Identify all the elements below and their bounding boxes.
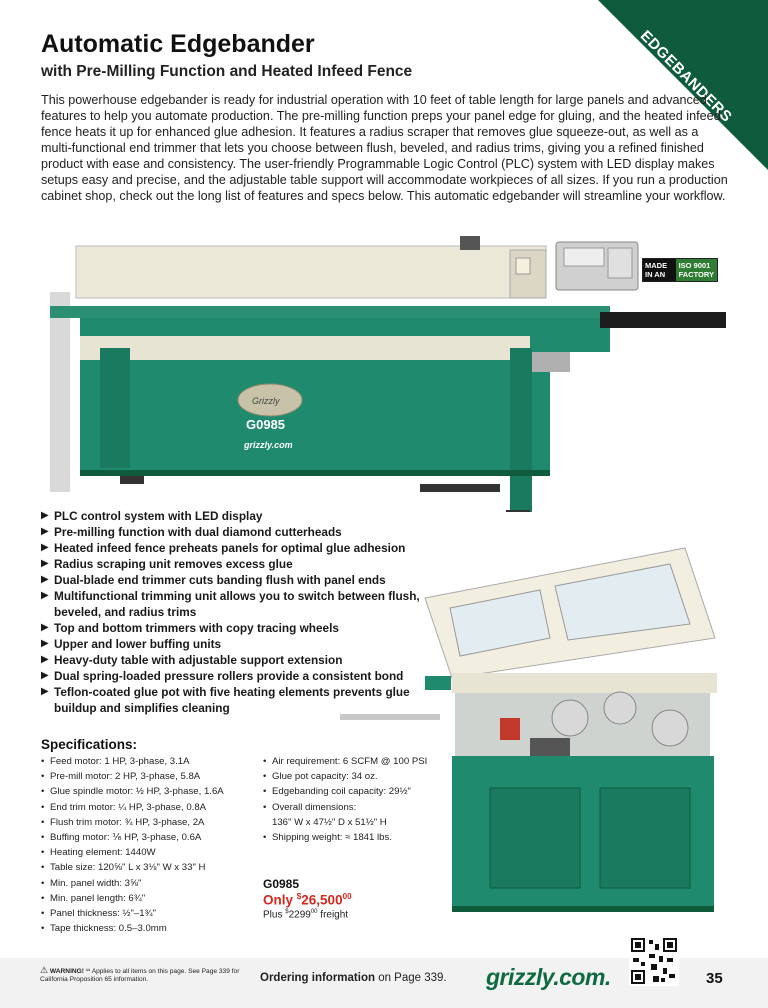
ordering-info: [260, 972, 447, 984]
feature-text: Top and bottom trimmers with copy tracing wheels: [54, 621, 339, 635]
spec-item: • Feed motor: 1 HP, 3-phase, 3.1A: [41, 754, 261, 769]
feature-text: PLC control system with LED display: [54, 509, 263, 523]
feature-text: Upper and lower buffing units: [54, 637, 222, 651]
spec-item: • Panel thickness: ½"–1¾": [41, 906, 261, 921]
edgebander-open-hood-image: [340, 528, 730, 923]
edgebander-product-image: [40, 232, 730, 512]
badge-left-text: MADE IN AN: [643, 259, 676, 281]
specs-column-2: [263, 754, 453, 845]
spec-text: Air requirement: 6 SCFM @ 100 PSI: [272, 756, 428, 767]
feature-text: Radius scraping unit removes excess glue: [54, 557, 293, 571]
price-block: [263, 877, 423, 920]
freight-amount: 2299: [288, 908, 311, 920]
warning-label: WARNING! ¹¹: [49, 968, 91, 975]
spec-item: • Flush trim motor: ¾ HP, 3-phase, 2A: [41, 815, 261, 830]
feature-text: Dual-blade end trimmer cuts banding flush with panel ends: [54, 573, 386, 587]
spec-item: [263, 754, 453, 769]
freight-cents: 00: [310, 908, 318, 915]
triangle-right-icon: ▶: [41, 638, 49, 649]
freight-price: [263, 909, 423, 920]
svg-text:G0985: G0985: [246, 417, 286, 432]
feature-text: Pre-milling function with dual diamond cutterheads: [54, 525, 342, 539]
triangle-right-icon: ▶: [41, 622, 49, 633]
freight-dollar: $: [285, 908, 289, 915]
spec-item: [263, 830, 453, 845]
warning-triangle-icon: ⚠: [40, 965, 49, 975]
spec-item: • Pre-mill motor: 2 HP, 3-phase, 5.8A: [41, 769, 261, 784]
spec-text: Edgebanding coil capacity: 29½": [272, 786, 411, 798]
banner-label: EDGEBANDERS: [636, 27, 736, 126]
grizzly-logo: grizzly.com.: [486, 964, 611, 990]
freight-post: freight: [317, 908, 349, 920]
prop65-warning: [40, 966, 250, 984]
spec-item: • Min. panel length: 6¾": [41, 891, 261, 906]
feature-text: Heated infeed fence preheats panels for optimal glue adhesion: [54, 541, 406, 555]
spec-item: • Min. panel width: 3⅝": [41, 876, 261, 891]
specs-column-1: [41, 754, 261, 936]
feature-text: Multifunctional trimming unit allows you to switch between flush, beveled, and radius trims: [54, 589, 420, 619]
svg-text:Grizzly: Grizzly: [252, 396, 280, 406]
page-subtitle: with Pre-Milling Function and Heated Infeed Fence: [41, 63, 413, 80]
spec-item: • Buffing motor: ⅙ HP, 3-phase, 0.6A: [41, 830, 261, 845]
specifications-heading: Specifications:: [41, 737, 138, 752]
spec-text: Glue pot capacity: 34 oz.: [272, 771, 378, 783]
freight-pre: Plus: [263, 908, 286, 920]
feature-text: Teflon-coated glue pot with five heating elements prevents glue buildup and simplifies cleaning: [54, 685, 410, 715]
intro-paragraph: This powerhouse edgebander is ready for industrial operation with 10 feet of table length for large panels and advanced features to help you automate production. The pre-milling function preps your panel edge for gluing, and the heated infeed fence heats it up for enhanced glue adhesion. It features a radius scraper that removes glue squeeze-out, as well as a multi-functional end trimmer that lets you choose between flush, beveled, and radius trims, giving you a refined finished product with ease and consistency. The user-friendly Programmable Logic Control (PLC) system with LED display makes setups easy and precise, and the adjustable table support will accommodate workpieces of all sizes. If you run a production cabinet shop, check out the long list of features and specs below. This automatic edgebander will streamline your workflow.: [41, 93, 728, 203]
model-number: G0985: [263, 877, 300, 891]
triangle-right-icon: ▶: [41, 510, 49, 521]
page-number: 35: [706, 970, 723, 987]
spec-text: Shipping weight: ≈ 1841 lbs.: [272, 832, 392, 844]
triangle-right-icon: ▶: [41, 654, 49, 665]
spec-item: [263, 800, 453, 830]
price-cents: 00: [342, 892, 352, 901]
spec-continuation: 136" W x 47½" D x 51½" H: [272, 816, 387, 828]
price-amount: 26,500: [301, 892, 343, 908]
feature-text: Dual spring-loaded pressure rollers provide a consistent bond: [54, 669, 404, 683]
feature-text: Heavy-duty table with adjustable support extension: [54, 653, 343, 667]
triangle-right-icon: ▶: [41, 558, 49, 569]
triangle-right-icon: ▶: [41, 670, 49, 681]
spec-item: • Heating element: 1440W: [41, 845, 261, 860]
price-dollar: $: [296, 892, 302, 901]
spec-item: • Tape thickness: 0.5–3.0mm: [41, 921, 261, 936]
triangle-right-icon: ▶: [41, 590, 49, 601]
ordering-rest: on Page 339.: [375, 972, 447, 984]
triangle-right-icon: ▶: [41, 526, 49, 537]
spec-item: [263, 769, 453, 784]
svg-text:grizzly.com: grizzly.com: [244, 440, 293, 450]
triangle-right-icon: ▶: [41, 574, 49, 585]
badge-right-text: ISO 9001 FACTORY: [676, 259, 717, 281]
price-only: Only: [263, 892, 297, 908]
spec-text: Overall dimensions:: [272, 801, 357, 813]
warning-text: Applies to all items on this page. See Page 339 for California Proposition 65 information.: [40, 968, 240, 983]
spec-item: • Glue spindle motor: ½ HP, 3-phase, 1.6A: [41, 784, 261, 799]
price: [263, 892, 423, 908]
spec-item: • End trim motor: ¼ HP, 3-phase, 0.8A: [41, 800, 261, 815]
iso-9001-badge: [642, 258, 718, 282]
triangle-right-icon: ▶: [41, 686, 49, 697]
qr-code-icon[interactable]: [629, 936, 679, 986]
page-title: Automatic Edgebander: [41, 30, 315, 58]
ordering-bold: Ordering information: [260, 972, 375, 984]
triangle-right-icon: ▶: [41, 542, 49, 553]
feature-item: [41, 508, 421, 524]
spec-item: • Table size: 120⅝" L x 3⅛" W x 33" H: [41, 860, 261, 875]
spec-item: [263, 784, 453, 799]
